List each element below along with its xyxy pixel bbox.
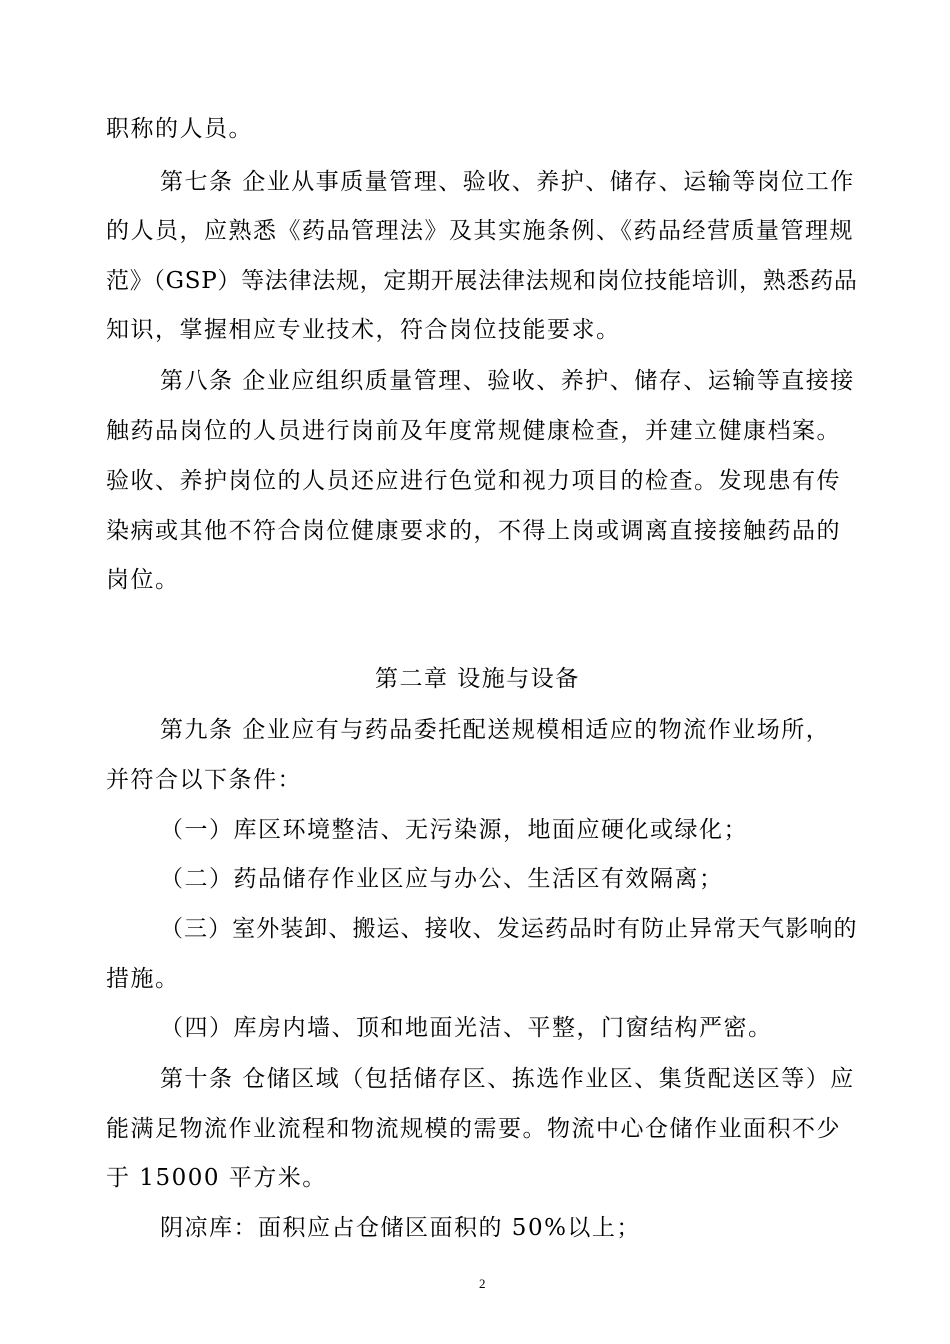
list-item: （四）库房内墙、顶和地面光洁、平整，门窗结构严密。 [160,1015,773,1041]
list-item: （三）室外装卸、搬运、接收、发运药品时有防止异常天气影响的 [160,916,858,942]
text-line: 能满足物流作业流程和物流规模的需要。物流中心仓储作业面积不少 [106,1116,841,1142]
page-number: 2 [479,1276,486,1291]
article-10-line: 第十条 仓储区域（包括储存区、拣选作业区、集货配送区等）应 [160,1066,855,1092]
article-7-line: 第七条 企业从事质量管理、验收、养护、储存、运输等岗位工作 [160,169,855,195]
text-line: 知识，掌握相应专业技术，符合岗位技能要求。 [106,317,621,343]
text-line: 范》（GSP）等法律法规，定期开展法律法规和岗位技能培训，熟悉药品 [106,268,858,294]
text-line: 并符合以下条件： [106,767,302,793]
text-line: 岗位。 [106,567,180,593]
list-item: （一）库区环境整洁、无污染源，地面应硬化或绿化； [160,817,748,843]
text-line: 职称的人员。 [106,116,253,142]
text-line: 触药品岗位的人员进行岗前及年度常规健康检查，并建立健康档案。 [106,418,841,444]
text-line: 染病或其他不符合岗位健康要求的，不得上岗或调离直接接触药品的 [106,518,841,544]
text-line: 于 15000 平方米。 [106,1165,327,1191]
list-item: （二）药品储存作业区应与办公、生活区有效隔离； [160,866,724,892]
text-line: 措施。 [106,966,180,992]
text-line: 的人员，应熟悉《药品管理法》及其实施条例、《药品经营质量管理规 [106,218,854,244]
text-line: 验收、养护岗位的人员还应进行色觉和视力项目的检查。发现患有传 [106,468,841,494]
chapter-heading: 第二章 设施与设备 [375,666,580,692]
article-9-line: 第九条 企业应有与药品委托配送规模相适应的物流作业场所， [160,717,831,743]
text-line: 阴凉库：面积应占仓储区面积的 50%以上； [160,1215,641,1241]
article-8-line: 第八条 企业应组织质量管理、验收、养护、储存、运输等直接接 [160,368,855,394]
